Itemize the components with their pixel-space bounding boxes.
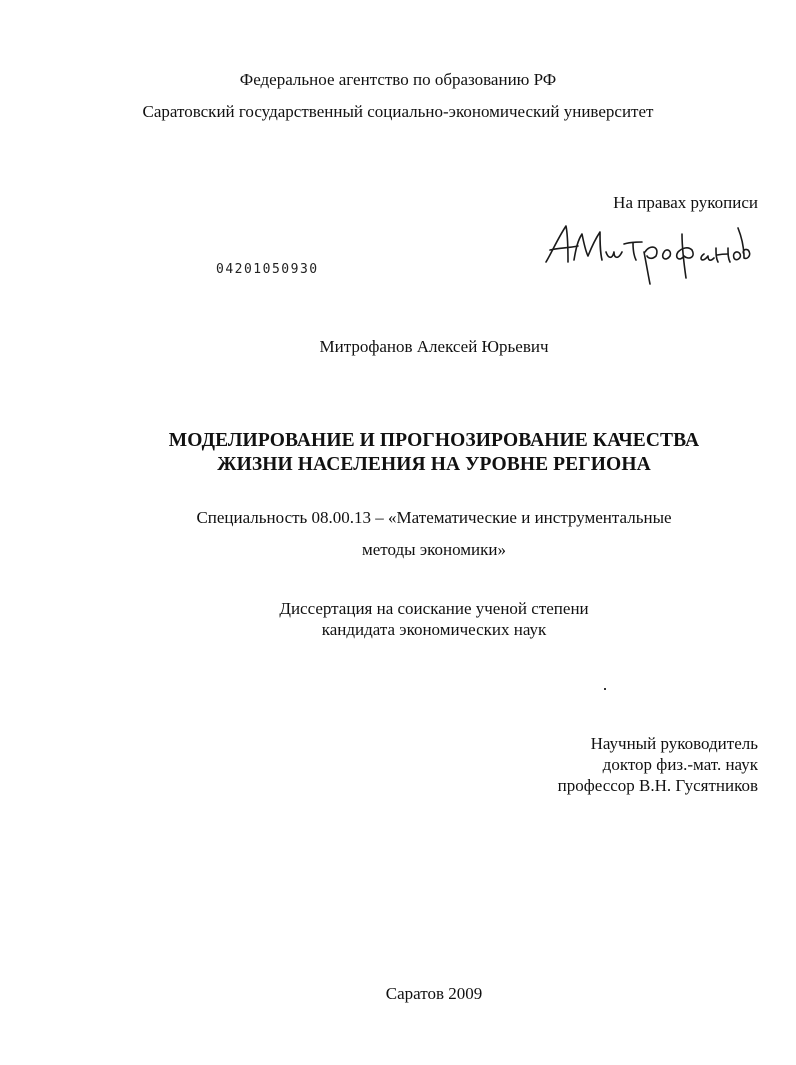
agency-name: Федеральное агентство по образованию РФ [239,70,557,89]
document-code: 04201050930 [216,262,319,277]
place-year: Саратов 2009 [385,984,483,1003]
specialty-line-2: методы экономики» [361,540,507,559]
scan-speck [604,688,606,690]
thesis-title-line-2: ЖИЗНИ НАСЕЛЕНИЯ НА УРОВНЕ РЕГИОНА [217,454,651,475]
supervisor-degree: доктор физ.-мат. наук [602,755,758,774]
handwritten-signature [538,212,753,288]
thesis-title-line-1: МОДЕЛИРОВАНИЕ И ПРОГНОЗИРОВАНИЕ КАЧЕСТВА [168,430,700,451]
supervisor-name: профессор В.Н. Гусятников [557,776,758,795]
supervisor-role: Научный руководитель [590,734,758,753]
specialty-line-1: Специальность 08.00.13 – «Математические и инструментальные [196,508,672,527]
degree-line-1: Диссертация на соискание ученой степени [279,599,589,618]
degree-line-2: кандидата экономических наук [321,620,547,639]
university-name: Саратовский государственный социально-экономический университет [142,102,654,121]
author-name: Митрофанов Алексей Юрьевич [319,337,549,356]
manuscript-note: На правах рукописи [613,193,758,212]
